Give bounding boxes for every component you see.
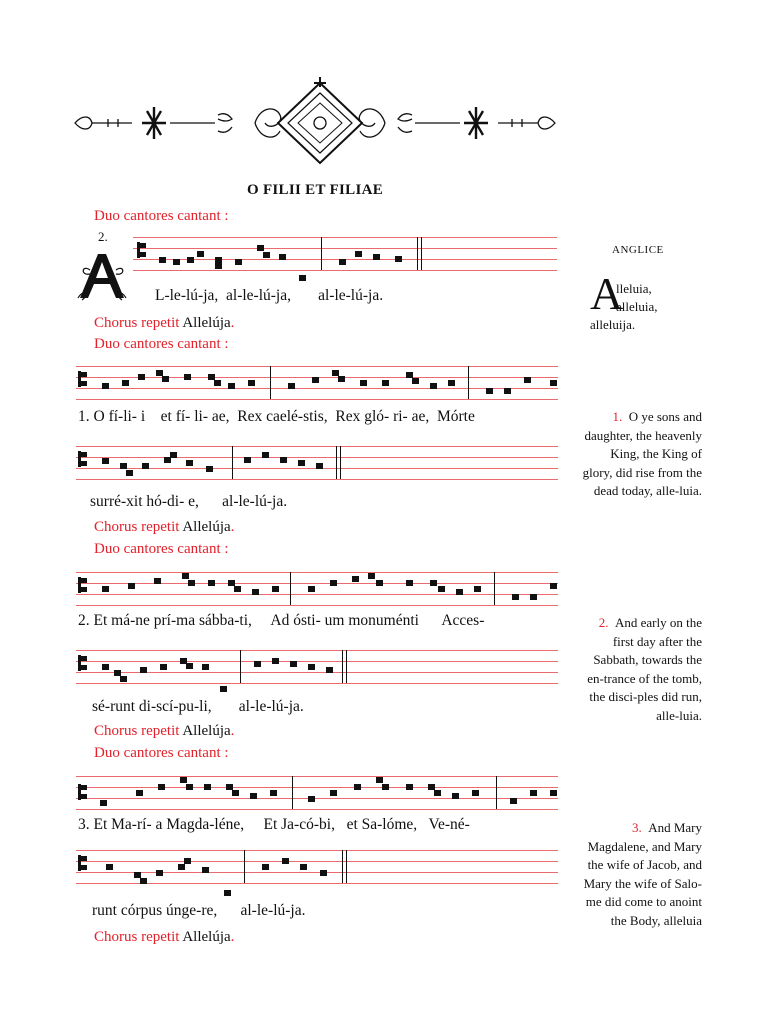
verse2-lyrics-line2: sé-runt di-scí-pu-li, al-le-lú-ja. [92,698,304,715]
verse1-lyrics-line1: 1. O fí-li- i et fí- li- ae, Rex caelé-stis, Rex gló- ri- ae, Mórte [78,408,475,425]
rubric-chorus-v1: Chorus repetit Allelúja. [94,519,235,535]
translation-verse2: 2. And early on the first day after the Sabbath, towards the en-trance of the tomb, the disci-ples did run, alle-luia. [587,615,702,723]
staff-verse3-line1 [76,776,558,820]
verse1-lyrics-line2: surré-xit hó-di- e, al-le-lú-ja. [90,493,288,510]
verse-number: 2. [98,229,108,244]
intro-lyrics: L-le-lú-ja, al-le-lú-ja, al-le-lú-ja. [155,287,384,304]
staff-verse3-line2 [76,850,558,894]
ornamental-header-border [70,75,560,165]
rubric-chorus-v3: Chorus repetit Allelúja. [94,929,235,945]
verse3-lyrics-line2: runt córpus únge-re, al-le-lú-ja. [92,902,306,919]
rubric-duo-cantores-intro: Duo cantores cantant : [94,208,229,224]
rubric-duo-cantores-v3: Duo cantores cantant : [94,745,229,761]
verse3-lyrics-line1: 3. Et Ma-rí- a Magda-léne, Et Ja-có-bi, et Sa-lóme, Ve-né- [78,816,470,833]
staff-verse1-line2 [76,446,558,490]
staff-verse2-line1 [76,572,558,616]
illuminated-initial-a [76,250,130,302]
rubric-duo-cantores-v2: Duo cantores cantant : [94,541,229,557]
verse2-lyrics-line1: 2. Et má-ne prí-ma sábba-ti, Ad ósti- um monuménti Acces- [78,612,485,629]
anglice-intro-last: alleluija. [590,317,636,332]
anglice-intro-lines: lleluia, alleluia, [616,281,658,314]
translation-verse3: 3. And Mary Magdalene, and Mary the wife of Jacob, and Mary the wife of Salo-me did come to anoint the Body, alleluia [583,820,702,928]
translation-verse1: 1. O ye sons and daughter, the heavenly King, the King of glory, did rise from the dead today, alle-luia. [582,409,702,498]
anglice-drop-cap: A [590,268,624,319]
rubric-chorus-intro: Chorus repetit Allelúja. [94,315,235,331]
anglice-heading: ANGLICE [612,244,664,256]
staff-intro [133,237,557,281]
rubric-chorus-v2: Chorus repetit Allelúja. [94,723,235,739]
staff-verse1-line1 [76,366,558,410]
rubric-duo-cantores-v1: Duo cantores cantant : [94,336,229,352]
staff-verse2-line2 [76,650,558,694]
page-title: O FILII ET FILIAE [246,182,384,198]
